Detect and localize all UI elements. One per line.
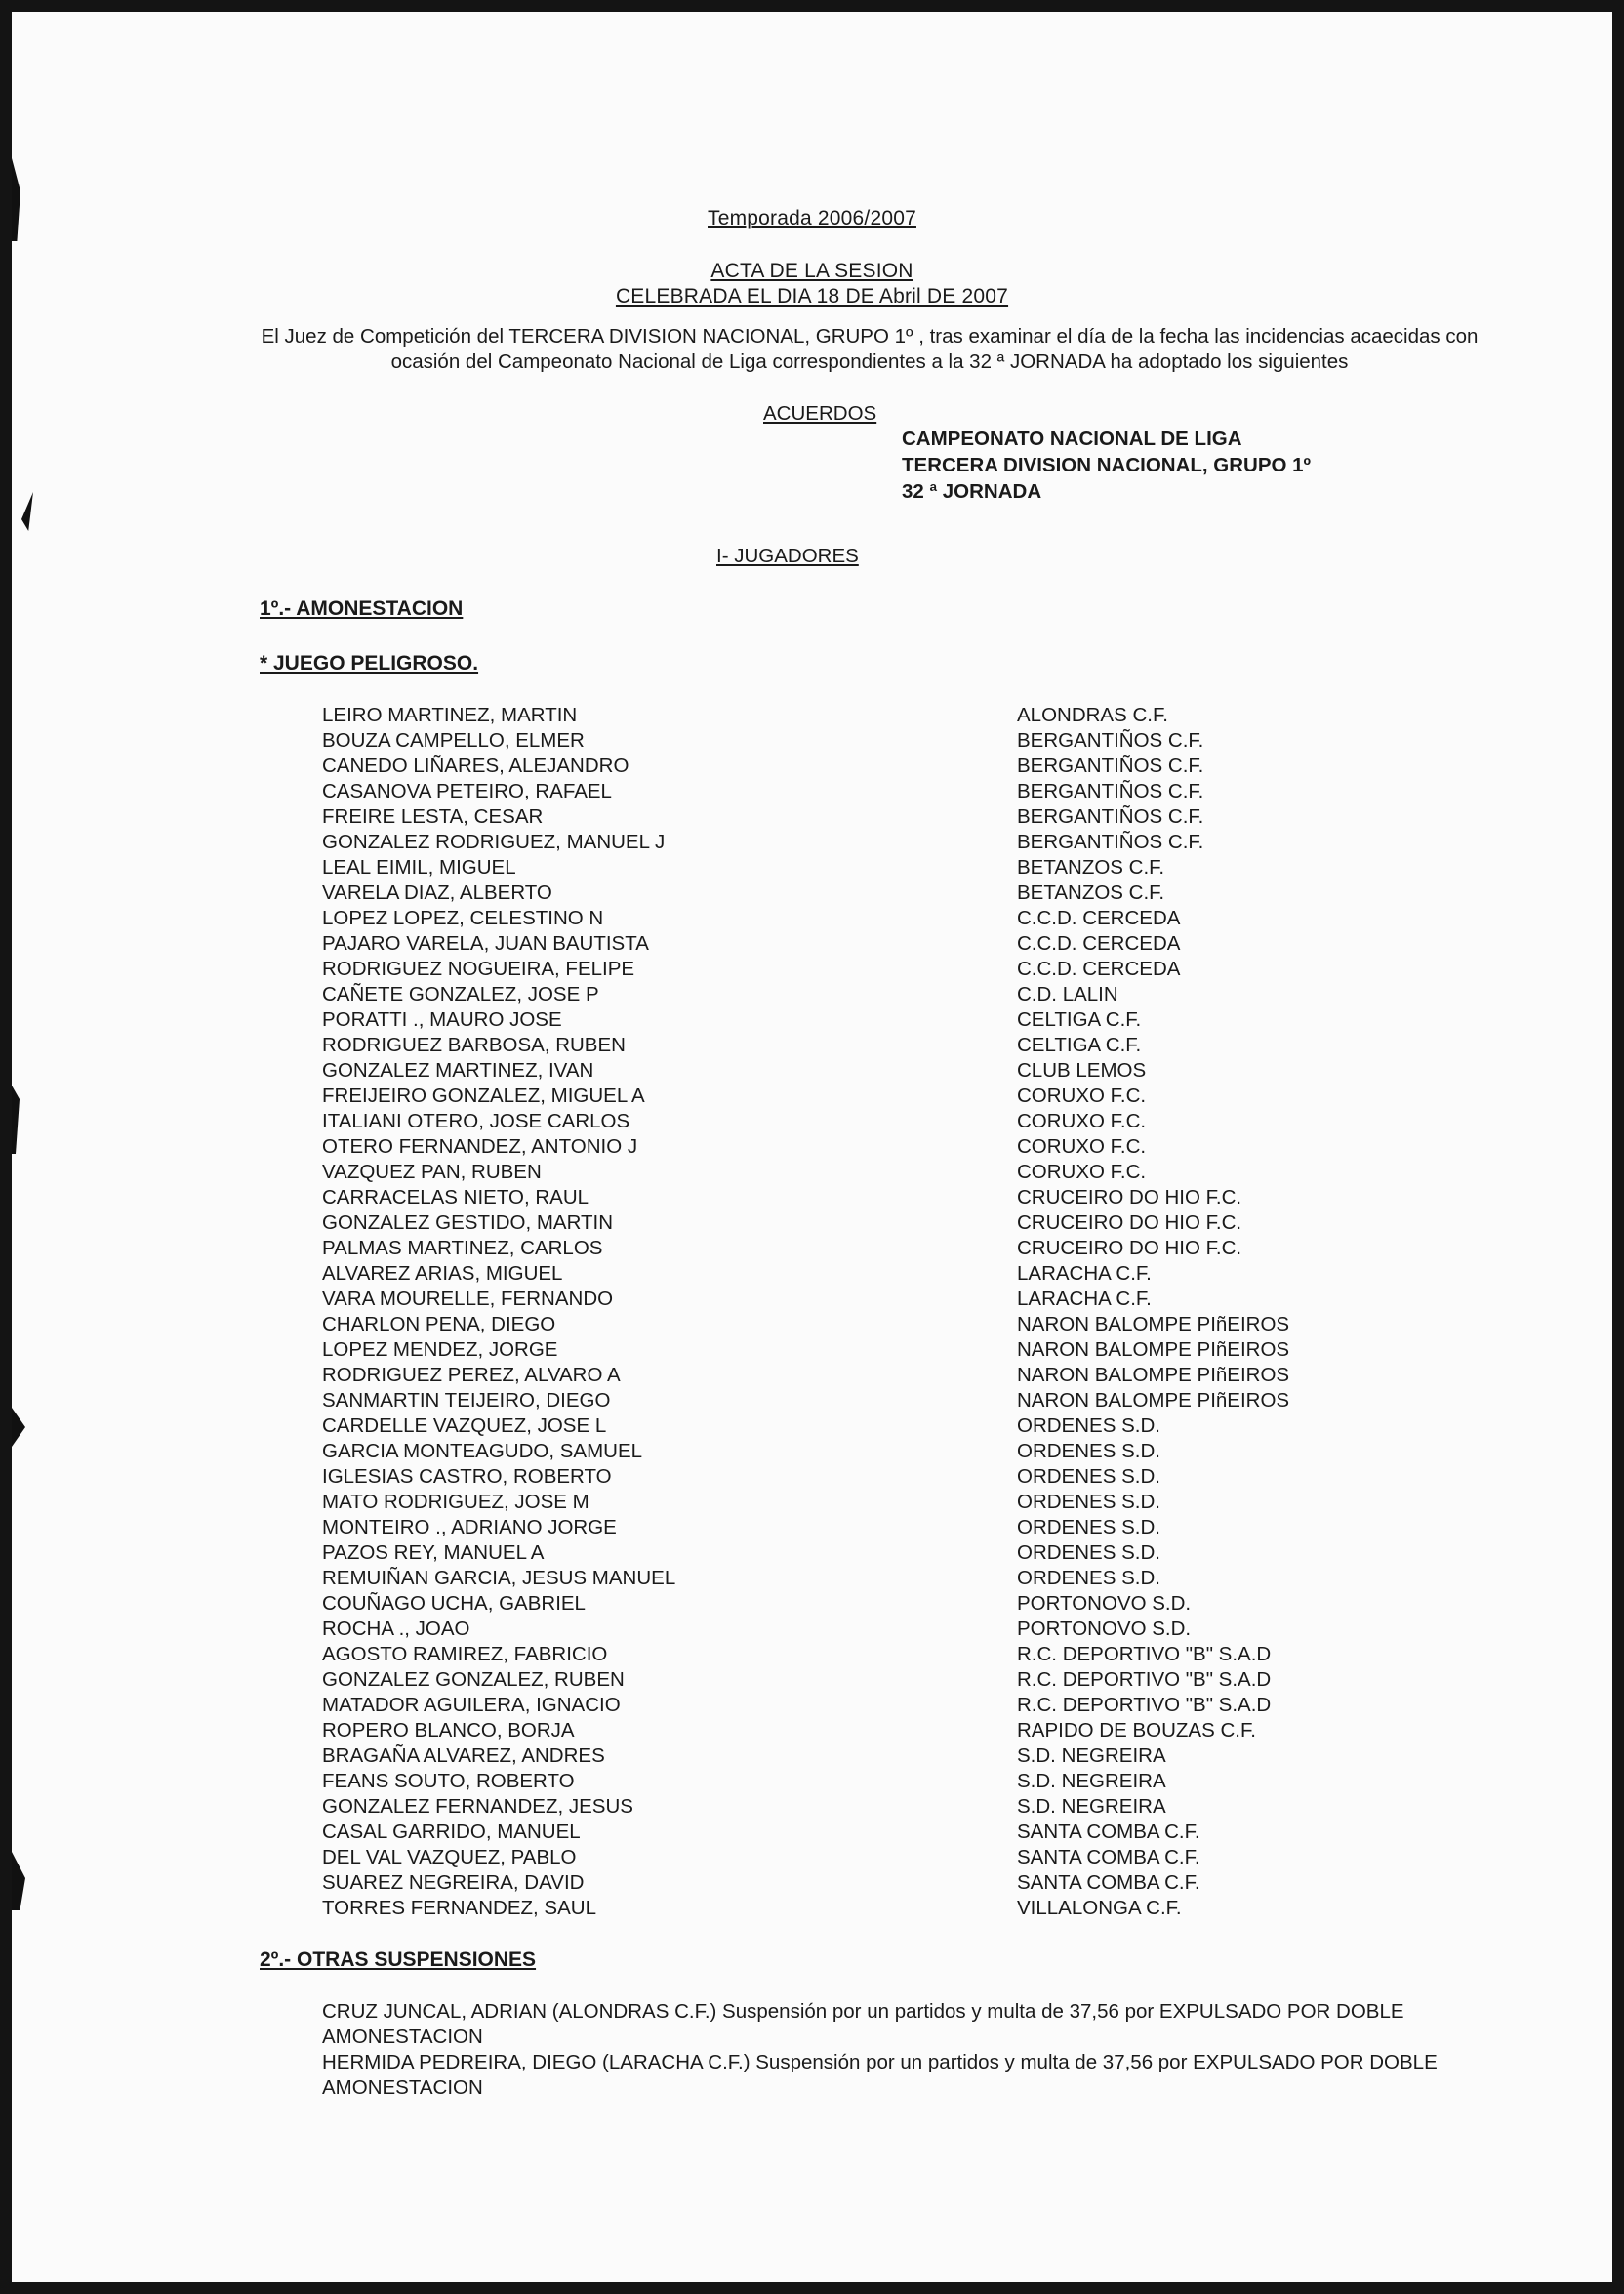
player-club: LARACHA C.F.: [1017, 1262, 1152, 1285]
player-club: NARON BALOMPE PIñEIROS: [1017, 1338, 1290, 1361]
player-name: AGOSTO RAMIREZ, FABRICIO: [322, 1643, 608, 1665]
jornada-label: 32 ª JORNADA: [902, 480, 1042, 503]
session-date: CELEBRADA EL DIA 18 DE Abril DE 2007: [615, 285, 1009, 307]
list-item: [322, 1490, 1493, 1515]
player-club: S.D. NEGREIRA: [1017, 1770, 1166, 1792]
player-name: CHARLON PENA, DIEGO: [322, 1313, 556, 1335]
player-club: BERGANTIÑOS C.F.: [1017, 831, 1204, 853]
list-item: [322, 1033, 1493, 1058]
championship-name: CAMPEONATO NACIONAL DE LIGA: [902, 428, 1242, 450]
player-name: MONTEIRO ., ADRIANO JORGE: [322, 1516, 617, 1538]
list-item: [322, 957, 1493, 982]
player-name: PORATTI ., MAURO JOSE: [322, 1008, 562, 1031]
player-club: NARON BALOMPE PIñEIROS: [1017, 1364, 1290, 1386]
jugadores-heading: I- JUGADORES: [716, 545, 859, 567]
player-name: GONZALEZ GONZALEZ, RUBEN: [322, 1668, 625, 1691]
player-name: LOPEZ LOPEZ, CELESTINO N: [322, 907, 604, 929]
list-item: [322, 1261, 1493, 1287]
player-name: ROPERO BLANCO, BORJA: [322, 1719, 575, 1741]
player-club: ORDENES S.D.: [1017, 1440, 1160, 1462]
player-club: CORUXO F.C.: [1017, 1135, 1147, 1158]
player-club: NARON BALOMPE PIñEIROS: [1017, 1313, 1290, 1335]
player-name: DEL VAL VAZQUEZ, PABLO: [322, 1846, 577, 1868]
player-name: CASANOVA PETEIRO, RAFAEL: [322, 780, 612, 802]
list-item: [322, 1210, 1493, 1236]
otras-suspensiones-heading: 2º.- OTRAS SUSPENSIONES: [260, 1948, 537, 1971]
player-club: S.D. NEGREIRA: [1017, 1795, 1166, 1818]
player-name: PALMAS MARTINEZ, CARLOS: [322, 1237, 603, 1259]
player-name: MATO RODRIGUEZ, JOSE M: [322, 1491, 589, 1513]
player-club: CORUXO F.C.: [1017, 1110, 1147, 1132]
player-club: C.C.D. CERCEDA: [1017, 907, 1181, 929]
player-name: COUÑAGO UCHA, GABRIEL: [322, 1592, 586, 1615]
player-name: FREIRE LESTA, CESAR: [322, 805, 544, 828]
player-club: SANTA COMBA C.F.: [1017, 1871, 1200, 1894]
player-club: CORUXO F.C.: [1017, 1161, 1147, 1183]
player-name: VAZQUEZ PAN, RUBEN: [322, 1161, 542, 1183]
player-club: CLUB LEMOS: [1017, 1059, 1147, 1082]
player-club: NARON BALOMPE PIñEIROS: [1017, 1389, 1290, 1412]
player-club: BERGANTIÑOS C.F.: [1017, 780, 1204, 802]
list-item: [322, 1642, 1493, 1667]
player-club: C.C.D. CERCEDA: [1017, 958, 1181, 980]
player-name: OTERO FERNANDEZ, ANTONIO J: [322, 1135, 638, 1158]
player-name: IGLESIAS CASTRO, ROBERTO: [322, 1465, 612, 1488]
scan-mark: [12, 1408, 25, 1447]
player-club: ORDENES S.D.: [1017, 1491, 1160, 1513]
acuerdos-heading: ACUERDOS: [763, 402, 877, 425]
player-club: ORDENES S.D.: [1017, 1516, 1160, 1538]
player-club: RAPIDO DE BOUZAS C.F.: [1017, 1719, 1256, 1741]
list-item: [322, 1287, 1493, 1312]
list-item: [322, 1160, 1493, 1185]
player-club: CRUCEIRO DO HIO F.C.: [1017, 1186, 1242, 1208]
list-item: [322, 1617, 1493, 1642]
player-club: SANTA COMBA C.F.: [1017, 1821, 1200, 1843]
player-name: VARA MOURELLE, FERNANDO: [322, 1288, 614, 1310]
player-name: FREIJEIRO GONZALEZ, MIGUEL A: [322, 1085, 645, 1107]
list-item: [322, 1413, 1493, 1439]
session-title: ACTA DE LA SESION: [710, 260, 914, 282]
list-item: [322, 931, 1493, 957]
suspensions-list: [322, 1999, 1542, 2101]
player-name: RODRIGUEZ PEREZ, ALVARO A: [322, 1364, 621, 1386]
amonestacion-heading: 1º.- AMONESTACION: [260, 597, 464, 620]
player-name: RODRIGUEZ BARBOSA, RUBEN: [322, 1034, 626, 1056]
players-list: [322, 703, 1493, 1921]
list-item: [322, 703, 1493, 728]
list-item: [322, 1312, 1493, 1337]
player-club: SANTA COMBA C.F.: [1017, 1846, 1200, 1868]
list-item: [322, 1134, 1493, 1160]
player-club: ALONDRAS C.F.: [1017, 704, 1168, 726]
list-item: [322, 1515, 1493, 1540]
player-club: BETANZOS C.F.: [1017, 881, 1165, 904]
suspension-item: CRUZ JUNCAL, ADRIAN (ALONDRAS C.F.) Suspensión por un partidos y multa de 37,56 por EXPULSADO POR DOBLE AMONESTACION: [322, 2000, 1404, 2048]
player-name: LEIRO MARTINEZ, MARTIN: [322, 704, 578, 726]
suspension-item: HERMIDA PEDREIRA, DIEGO (LARACHA C.F.) Suspensión por un partidos y multa de 37,56 por EXPULSADO POR DOBLE AMONESTACION: [322, 2051, 1438, 2099]
list-item: [322, 1464, 1493, 1490]
division-name: TERCERA DIVISION NACIONAL, GRUPO 1º: [902, 454, 1312, 476]
player-name: VARELA DIAZ, ALBERTO: [322, 881, 552, 904]
player-name: TORRES FERNANDEZ, SAUL: [322, 1897, 596, 1919]
list-item: [322, 1363, 1493, 1388]
list-item: [322, 881, 1493, 906]
player-name: GONZALEZ FERNANDEZ, JESUS: [322, 1795, 633, 1818]
list-item: [322, 1058, 1493, 1084]
player-name: CARRACELAS NIETO, RAUL: [322, 1186, 589, 1208]
player-name: CANEDO LIÑARES, ALEJANDRO: [322, 755, 629, 777]
player-name: CARDELLE VAZQUEZ, JOSE L: [322, 1414, 607, 1437]
scan-mark: [12, 1086, 20, 1154]
player-club: BERGANTIÑOS C.F.: [1017, 729, 1204, 752]
player-name: CASAL GARRIDO, MANUEL: [322, 1821, 581, 1843]
player-club: LARACHA C.F.: [1017, 1288, 1152, 1310]
player-name: BOUZA CAMPELLO, ELMER: [322, 729, 585, 752]
player-name: MATADOR AGUILERA, IGNACIO: [322, 1694, 621, 1716]
player-name: RODRIGUEZ NOGUEIRA, FELIPE: [322, 958, 635, 980]
scan-mark: [21, 492, 33, 531]
player-club: ORDENES S.D.: [1017, 1567, 1160, 1589]
player-name: SUAREZ NEGREIRA, DAVID: [322, 1871, 585, 1894]
player-name: SANMARTIN TEIJEIRO, DIEGO: [322, 1389, 611, 1412]
player-club: S.D. NEGREIRA: [1017, 1744, 1166, 1767]
list-item: [322, 728, 1493, 754]
document-page: [12, 12, 1612, 2282]
list-item: [322, 1109, 1493, 1134]
player-name: BRAGAÑA ALVAREZ, ANDRES: [322, 1744, 605, 1767]
player-club: CRUCEIRO DO HIO F.C.: [1017, 1237, 1242, 1259]
list-item: [322, 1693, 1493, 1718]
player-name: ALVAREZ ARIAS, MIGUEL: [322, 1262, 563, 1285]
scan-mark: [12, 1852, 25, 1910]
player-club: CELTIGA C.F.: [1017, 1008, 1142, 1031]
player-name: REMUIÑAN GARCIA, JESUS MANUEL: [322, 1567, 676, 1589]
list-item: [322, 1337, 1493, 1363]
list-item: [322, 1718, 1493, 1743]
list-item: [322, 1566, 1493, 1591]
list-item: [322, 1743, 1493, 1769]
list-item: [322, 1388, 1493, 1413]
player-name: GARCIA MONTEAGUDO, SAMUEL: [322, 1440, 643, 1462]
list-item: [322, 1820, 1493, 1845]
player-name: PAZOS REY, MANUEL A: [322, 1541, 545, 1564]
player-name: GONZALEZ RODRIGUEZ, MANUEL J: [322, 831, 666, 853]
list-item: [322, 1084, 1493, 1109]
season-title: Temporada 2006/2007: [708, 207, 916, 229]
list-item: [322, 804, 1493, 830]
list-item: [322, 1439, 1493, 1464]
player-club: R.C. DEPORTIVO "B" S.A.D: [1017, 1668, 1272, 1691]
juego-peligroso-heading: * JUEGO PELIGROSO.: [260, 652, 479, 675]
player-name: GONZALEZ GESTIDO, MARTIN: [322, 1211, 614, 1234]
player-club: PORTONOVO S.D.: [1017, 1592, 1192, 1615]
player-club: BERGANTIÑOS C.F.: [1017, 755, 1204, 777]
list-item: [322, 1794, 1493, 1820]
player-name: FEANS SOUTO, ROBERTO: [322, 1770, 575, 1792]
intro-paragraph: El Juez de Competición del TERCERA DIVISION NACIONAL, GRUPO 1º , tras examinar el día de la fecha las incidencias acaecidas con ocasión del Campeonato Nacional de Liga correspondientes a la 32 ª JORNADA ha adoptado los siguientes: [261, 325, 1479, 373]
list-item: [322, 830, 1493, 855]
player-club: BERGANTIÑOS C.F.: [1017, 805, 1204, 828]
player-club: ORDENES S.D.: [1017, 1465, 1160, 1488]
player-name: GONZALEZ MARTINEZ, IVAN: [322, 1059, 594, 1082]
list-item: [322, 982, 1493, 1007]
list-item: [322, 1591, 1493, 1617]
championship-block: [902, 426, 1311, 505]
player-name: LEAL EIMIL, MIGUEL: [322, 856, 516, 879]
list-item: [322, 906, 1493, 931]
player-name: ITALIANI OTERO, JOSE CARLOS: [322, 1110, 630, 1132]
player-club: ORDENES S.D.: [1017, 1414, 1160, 1437]
player-club: PORTONOVO S.D.: [1017, 1618, 1192, 1640]
player-club: C.D. LALIN: [1017, 983, 1118, 1005]
player-name: CAÑETE GONZALEZ, JOSE P: [322, 983, 599, 1005]
player-club: R.C. DEPORTIVO "B" S.A.D: [1017, 1643, 1272, 1665]
list-item: [322, 1870, 1493, 1896]
list-item: [322, 1896, 1493, 1921]
player-name: ROCHA ., JOAO: [322, 1618, 470, 1640]
player-club: BETANZOS C.F.: [1017, 856, 1165, 879]
player-club: CRUCEIRO DO HIO F.C.: [1017, 1211, 1242, 1234]
list-item: [322, 1667, 1493, 1693]
list-item: [322, 1540, 1493, 1566]
player-club: ORDENES S.D.: [1017, 1541, 1160, 1564]
list-item: [322, 754, 1493, 779]
list-item: [322, 779, 1493, 804]
list-item: [322, 1185, 1493, 1210]
list-item: [322, 1845, 1493, 1870]
player-club: VILLALONGA C.F.: [1017, 1897, 1182, 1919]
list-item: [322, 855, 1493, 881]
list-item: [322, 1769, 1493, 1794]
player-club: C.C.D. CERCEDA: [1017, 932, 1181, 955]
player-club: CELTIGA C.F.: [1017, 1034, 1142, 1056]
player-name: PAJARO VARELA, JUAN BAUTISTA: [322, 932, 649, 955]
list-item: [322, 1007, 1493, 1033]
player-club: R.C. DEPORTIVO "B" S.A.D: [1017, 1694, 1272, 1716]
player-name: LOPEZ MENDEZ, JORGE: [322, 1338, 558, 1361]
player-club: CORUXO F.C.: [1017, 1085, 1147, 1107]
list-item: [322, 1236, 1493, 1261]
